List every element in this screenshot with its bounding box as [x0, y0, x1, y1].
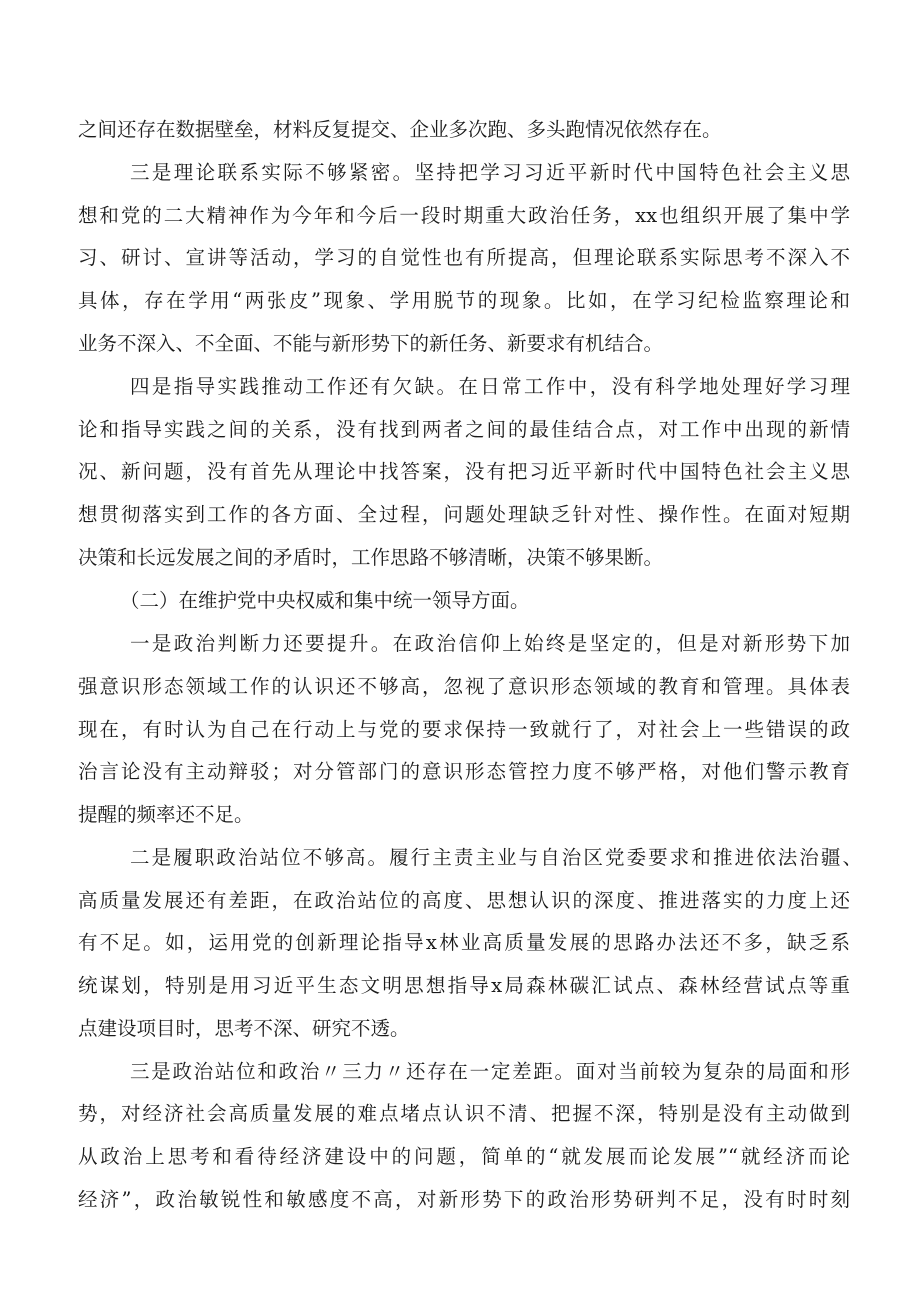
paragraph-line: 从政治上思考和看待经济建设中的问题，简单的“就发展而论发展”“就经济而论	[78, 1145, 850, 1168]
paragraph-line: 一是政治判断力还要提升。在政治信仰上始终是坚定的，但是对新形势下加	[130, 632, 850, 655]
paragraph-line: 现在，有时认为自己在行动上与党的要求保持一致就行了，对社会上一些错误的政	[78, 718, 850, 741]
paragraph-line: 四是指导实践推动工作还有欠缺。在日常工作中，没有科学地处理好学习理	[130, 375, 850, 398]
paragraph-line: 提醒的频率还不足。	[78, 803, 254, 826]
paragraph-line: 之间还存在数据壁垒，材料反复提交、企业多次跑、多头跑情况依然存在。	[78, 118, 722, 141]
paragraph-line: 强意识形态领域工作的认识还不够高，忽视了意识形态领域的教育和管理。具体表	[78, 675, 850, 698]
paragraph-line: 业务不深入、不全面、不能与新形势下的新任务、新要求有机结合。	[78, 332, 664, 355]
paragraph-line: 三是理论联系实际不够紧密。坚持把学习习近平新时代中国特色社会主义思	[130, 161, 850, 184]
paragraph-line: 习、研讨、宣讲等活动，学习的自觉性也有所提高，但理论联系实际思考不深入不	[78, 246, 850, 269]
paragraph-line: 二是履职政治站位不够高。履行主责主业与自治区党委要求和推进依法治疆、	[130, 846, 862, 869]
paragraph-line: 点建设项目时，思考不深、研究不透。	[78, 1017, 410, 1040]
paragraph-line: 具体，存在学用“两张皮”现象、学用脱节的现象。比如，在学习纪检监察理论和	[78, 289, 850, 312]
section-heading: （二）在维护党中央权威和集中统一领导方面。	[120, 589, 530, 612]
paragraph-line: 经济”，政治敏锐性和敏感度不高，对新形势下的政治形势研判不足，没有时时刻	[78, 1188, 850, 1211]
paragraph-line: 统谋划，特别是用习近平生态文明思想指导x局森林碳汇试点、森林经营试点等重	[78, 974, 850, 997]
paragraph-line: 治言论没有主动辩驳；对分管部门的意识形态管控力度不够严格，对他们警示教育	[78, 760, 850, 783]
paragraph-line: 势，对经济社会高质量发展的难点堵点认识不清、把握不深，特别是没有主动做到	[78, 1102, 850, 1125]
paragraph-line: 论和指导实践之间的关系，没有找到两者之间的最佳结合点，对工作中出现的新情	[78, 418, 850, 441]
paragraph-line: 决策和长远发展之间的矛盾时，工作思路不够清晰，决策不够果断。	[78, 546, 664, 569]
paragraph-line: 高质量发展还有差距，在政治站位的高度、思想认识的深度、推进落实的力度上还	[78, 889, 850, 912]
paragraph-line: 想和党的二大精神作为今年和今后一段时期重大政治任务，xx也组织开展了集中学	[78, 204, 850, 227]
paragraph-line: 三是政治站位和政治〃三力〃还存在一定差距。面对当前较为复杂的局面和形	[130, 1060, 850, 1083]
paragraph-line: 有不足。如，运用党的创新理论指导x林业高质量发展的思路办法还不多，缺乏系	[78, 931, 850, 954]
paragraph-line: 况、新问题，没有首先从理论中找答案，没有把习近平新时代中国特色社会主义思	[78, 460, 850, 483]
paragraph-line: 想贯彻落实到工作的各方面、全过程，问题处理缺乏针对性、操作性。在面对短期	[78, 503, 850, 526]
